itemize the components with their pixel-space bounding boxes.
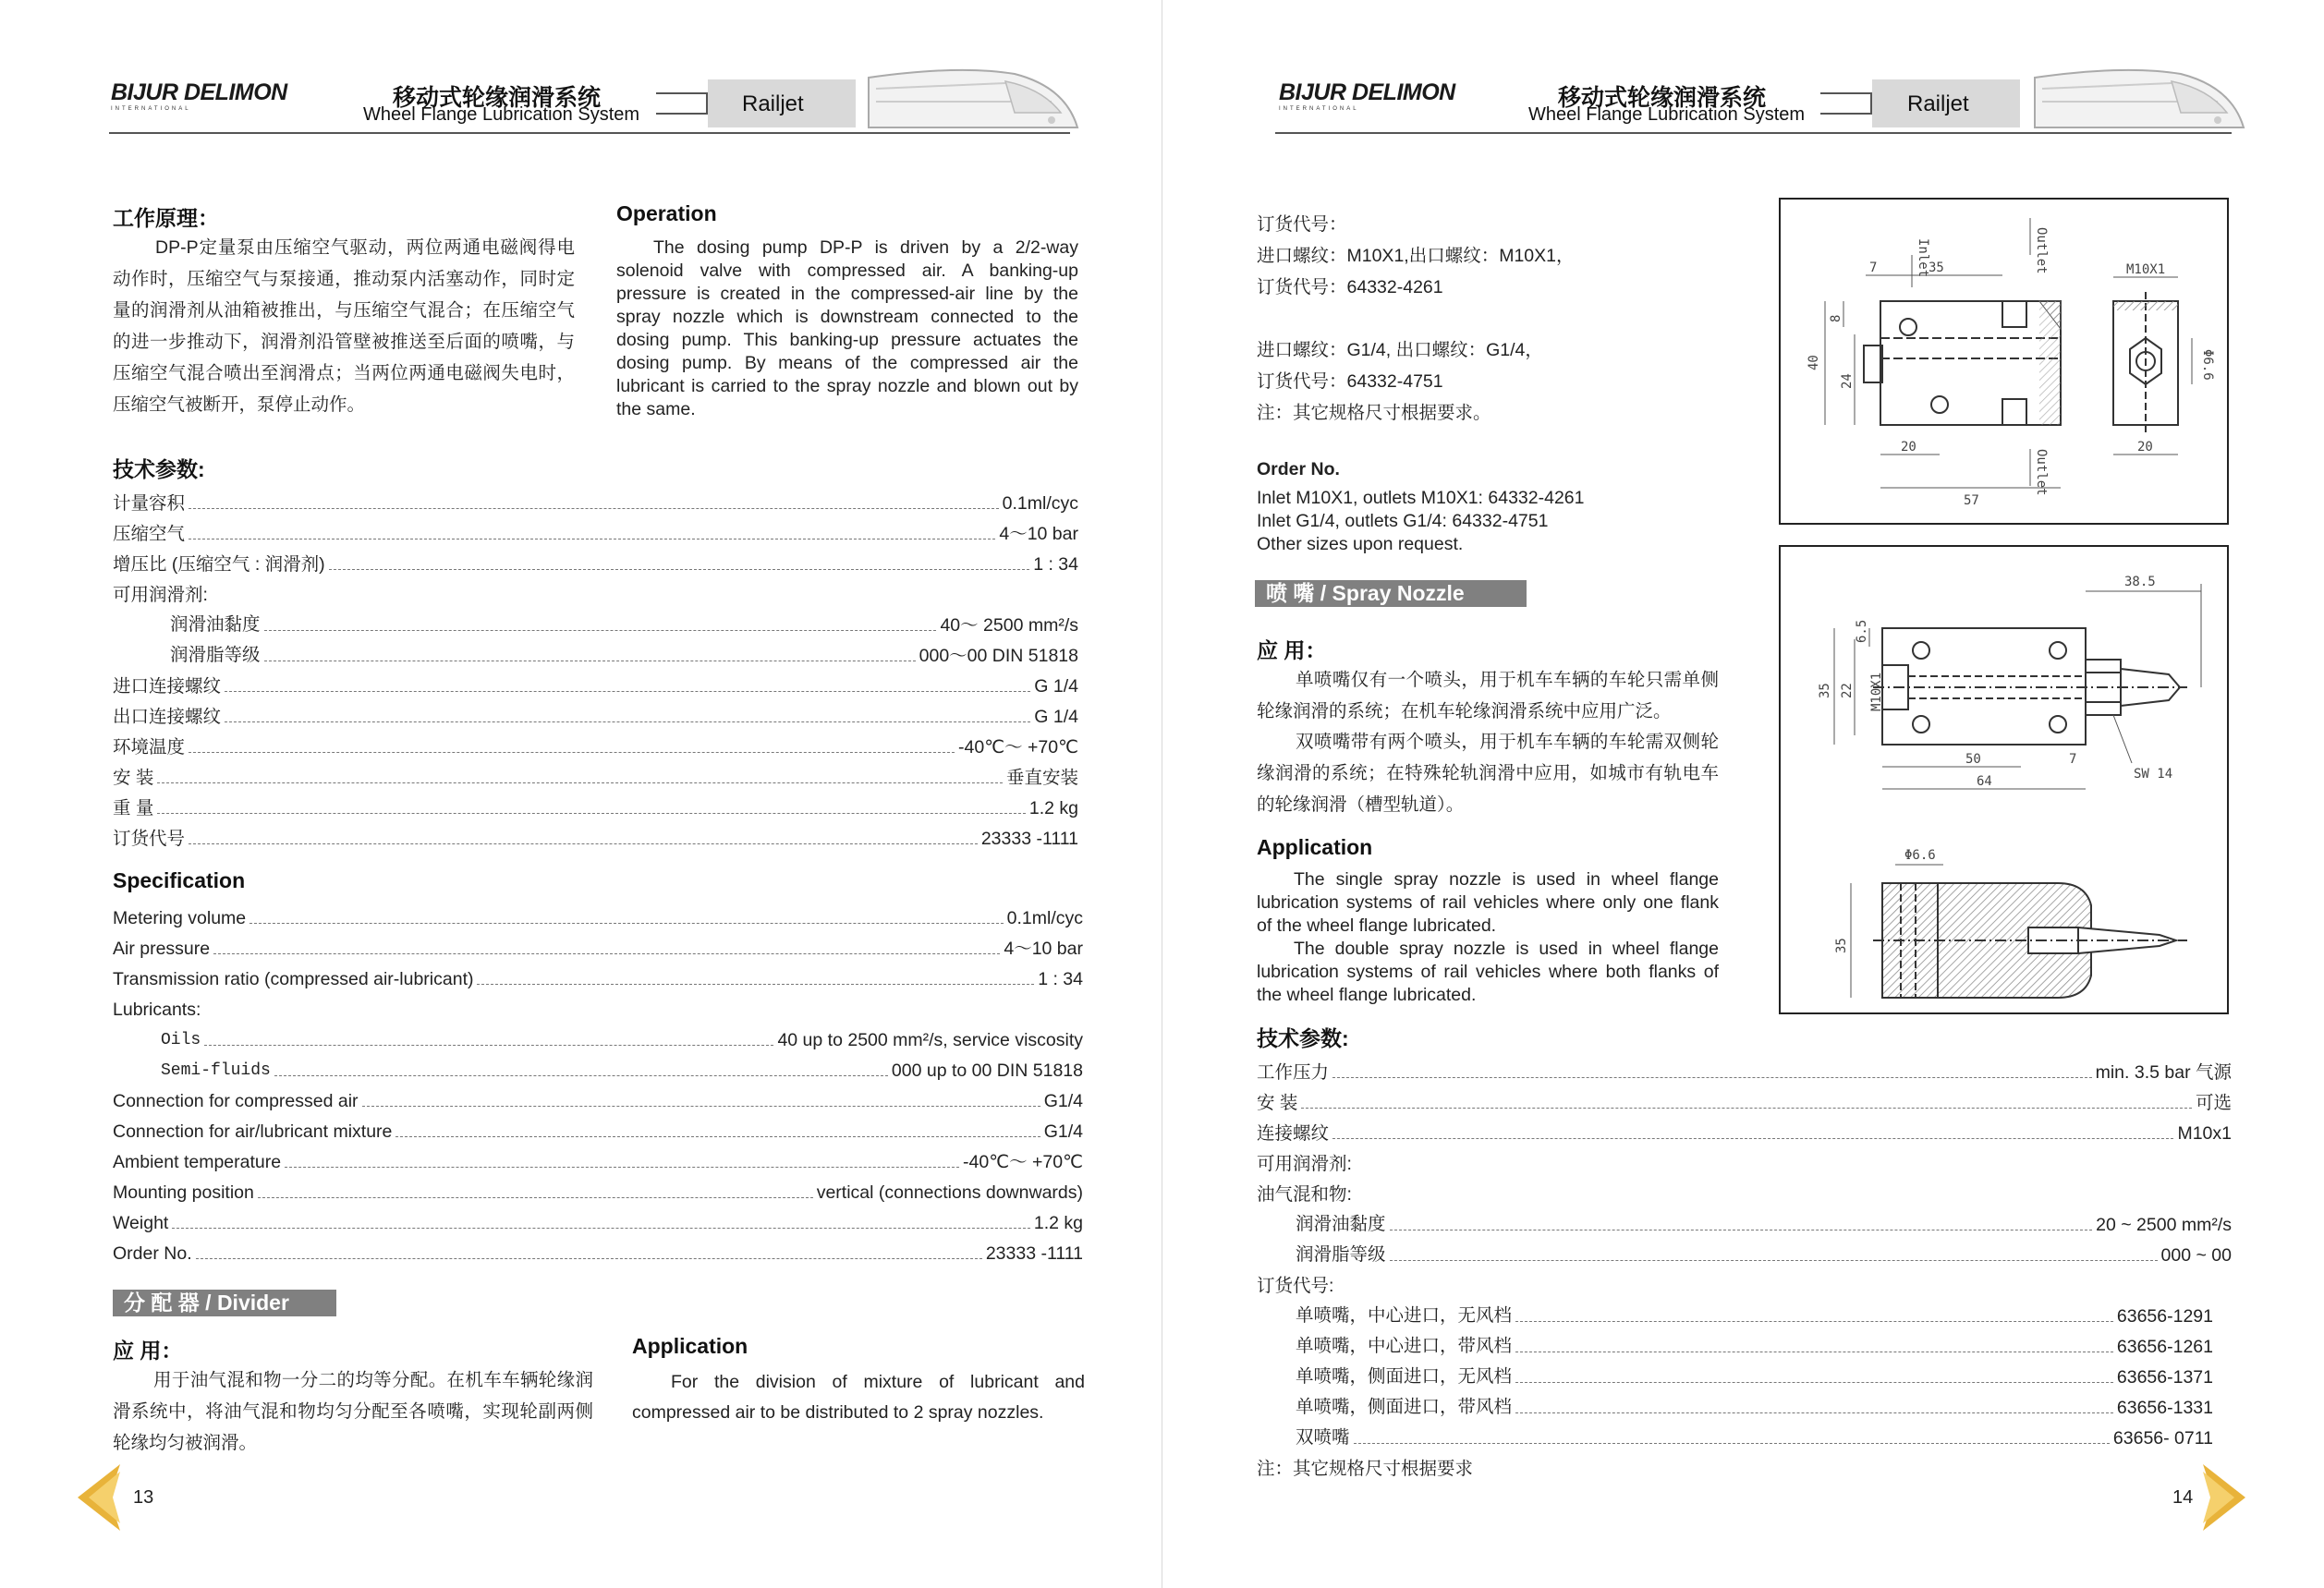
svg-text:Outlet: Outlet xyxy=(2034,227,2049,274)
spec-en-list xyxy=(113,899,1083,1265)
header-title-cn: 移动式轮缘润滑系统 xyxy=(393,85,602,111)
spec-row: 润滑油黏度 40～ 2500 mm²/s xyxy=(170,615,1078,636)
page-arrow-left-icon xyxy=(78,1464,120,1531)
spec-en-title: Specification xyxy=(113,868,246,892)
logo-subtext: INTERNATIONAL xyxy=(111,106,191,112)
spec-row: 订货代号 23333 -1111 xyxy=(113,829,1078,849)
header-rule xyxy=(1275,132,2232,134)
svg-text:8: 8 xyxy=(1829,314,1843,322)
header-bracket xyxy=(656,92,708,115)
divider-app-en-title: Application xyxy=(632,1334,748,1358)
order-en-block: Order No. Inlet M10X1, outlets M10X1: 64332-4261 Inlet G1/4, outlets G1/4: 64332-4751 Other sizes upon request. xyxy=(1257,459,1585,554)
header-product: Railjet xyxy=(742,91,804,116)
header-title-cn: 移动式轮缘润滑系统 xyxy=(1558,85,1767,111)
note-row: 注：其它规格尺寸根据要求 xyxy=(1257,1459,1474,1479)
header-logo xyxy=(111,79,287,112)
spec-cn-list xyxy=(113,484,1078,850)
svg-text:Outlet: Outlet xyxy=(2034,449,2049,496)
page-arrow-right-icon xyxy=(2203,1464,2245,1531)
train-graphic xyxy=(2033,61,2245,135)
divider-app-en-text: For the division of mixture of lubricant and compressed air to be distributed to 2 spray nozzles. xyxy=(632,1372,1085,1423)
spec-row: Semi-fluids 000 up to 00 DIN 51818 xyxy=(161,1061,1083,1081)
spec-row: 订货代号: xyxy=(1257,1276,1334,1296)
svg-text:7: 7 xyxy=(1869,261,1878,275)
logo-subtext: INTERNATIONAL xyxy=(1279,106,1359,112)
spec-row: Order No. 23333 -1111 xyxy=(113,1243,1083,1264)
order-row: 单喷嘴，侧面进口，带风档 63656-1331 xyxy=(1296,1398,2213,1418)
order-row: 单喷嘴，侧面进口，无风档 63656-1371 xyxy=(1296,1367,2213,1388)
spec-row: Metering volume 0.1ml/cyc xyxy=(113,908,1083,928)
spec-row: 进口连接螺纹 G 1/4 xyxy=(113,676,1078,697)
order-cn-block: 订货代号： 进口螺纹：M10X1,出口螺纹：M10X1， 订货代号：64332-4261 进口螺纹：G1/4, 出口螺纹：G1/4， 订货代号：64332-4751 注：其它规格尺寸根据要求。 xyxy=(1257,214,1575,423)
spec-row: Air pressure 4～10 bar xyxy=(113,939,1083,959)
header-rule xyxy=(109,132,1070,134)
svg-text:50: 50 xyxy=(1965,752,1981,767)
svg-text:35: 35 xyxy=(1929,261,1944,275)
nozzle-drawing xyxy=(1779,545,2229,1014)
page-number-right: 14 xyxy=(2172,1487,2194,1508)
operation-en-text: The dosing pump DP-P is driven by a 2/2-way solenoid valve with compressed air. A banking-up pressure is created in the compressed-air line by the spray nozzle which is downstream connected to the dosing pump. This banking-up pressure actuates the dosing pump. By means of the compressed air the lubricant is carried to the spray nozzle and blown out by the same. xyxy=(616,237,1078,419)
nozzle-app-en-text1: The single spray nozzle is used in wheel flange lubrication systems of rail vehicles where only one flank of the wheel flange lubricated. xyxy=(1257,869,1719,936)
spec-row: 工作压力 min. 3.5 bar 气源 xyxy=(1257,1062,2232,1083)
order-row: 单喷嘴，中心进口，带风档 63656-1261 xyxy=(1296,1337,2213,1357)
spec-row: Oils 40 up to 2500 mm²/s, service viscosity xyxy=(161,1030,1083,1050)
svg-text:40: 40 xyxy=(1807,355,1821,370)
header-logo xyxy=(1279,79,1455,112)
spec-row: 油气混和物: xyxy=(1257,1184,1352,1205)
nozzle-app-cn-text1: 单喷嘴仅有一个喷头，用于机车车辆的车轮只需单侧轮缘润滑的系统；在机车轮缘润滑系统中应用广泛。 xyxy=(1257,670,1719,721)
svg-text:38.5: 38.5 xyxy=(2124,575,2156,589)
svg-text:M10X1: M10X1 xyxy=(1869,672,1884,711)
operation-en-title: Operation xyxy=(616,201,717,225)
svg-text:35: 35 xyxy=(1818,683,1832,698)
svg-text:20: 20 xyxy=(1901,440,1916,455)
svg-text:Φ6.6: Φ6.6 xyxy=(2200,349,2215,381)
spec-row: 出口连接螺纹 G 1/4 xyxy=(113,707,1078,727)
divider-section-bar: 分 配 器 / Divider xyxy=(113,1290,336,1316)
svg-text:SW 14: SW 14 xyxy=(2134,767,2173,782)
divider-app-cn-text: 用于油气混和物一分二的均等分配。在机车车辆轮缘润滑系统中，将油气混和物均匀分配至各喷嘴，实现轮副两侧轮缘均匀被润滑。 xyxy=(113,1370,593,1453)
spec-row: Ambient temperature -40℃～ +70℃ xyxy=(113,1152,1083,1172)
spec-row: Lubricants: xyxy=(113,1000,201,1020)
nozzle-app-en-title: Application xyxy=(1257,835,1373,859)
spec-row: 增压比 (压缩空气 : 润滑剂) 1 : 34 xyxy=(113,554,1078,575)
spec-row: Weight 1.2 kg xyxy=(113,1213,1083,1233)
order-row: 双喷嘴 63656- 0711 xyxy=(1296,1428,2213,1449)
spray-nozzle-section-bar: 喷 嘴 / Spray Nozzle xyxy=(1255,580,1527,607)
header-bracket xyxy=(1820,92,1872,115)
logo-text: BIJUR DELIMON xyxy=(1279,79,1455,105)
divider-drawing xyxy=(1779,198,2229,525)
spec-row: 重 量 1.2 kg xyxy=(113,798,1078,818)
spec-row: 可用润滑剂: xyxy=(1257,1154,1352,1174)
page-number-left: 13 xyxy=(133,1487,154,1508)
spec-row: 可用润滑剂: xyxy=(113,585,208,605)
svg-text:Inlet: Inlet xyxy=(1916,238,1930,278)
spec-row: 连接螺纹 M10x1 xyxy=(1257,1123,2232,1144)
header-title-en: Wheel Flange Lubrication System xyxy=(1528,104,1806,125)
spec-row: Connection for compressed air G1/4 xyxy=(113,1091,1083,1111)
svg-text:Φ6.6: Φ6.6 xyxy=(1904,848,1936,863)
svg-text:6.5: 6.5 xyxy=(1855,619,1869,643)
nozzle-spec-title: 技术参数: xyxy=(1257,1026,1349,1050)
svg-text:M10X1: M10X1 xyxy=(2126,262,2166,277)
nozzle-spec-list xyxy=(1257,1053,2232,1480)
svg-text:64: 64 xyxy=(1977,774,1992,789)
spec-row: 润滑油黏度 20 ~ 2500 mm²/s xyxy=(1296,1215,2232,1235)
spec-row: 润滑脂等级 000～00 DIN 51818 xyxy=(170,646,1078,666)
svg-text:24: 24 xyxy=(1840,373,1855,389)
svg-text:20: 20 xyxy=(2137,440,2153,455)
spec-row: 润滑脂等级 000 ~ 00 xyxy=(1296,1245,2232,1266)
svg-text:35: 35 xyxy=(1834,938,1849,953)
spec-row: Mounting position vertical (connections downwards) xyxy=(113,1182,1083,1203)
spec-row: Transmission ratio (compressed air-lubricant) 1 : 34 xyxy=(113,969,1083,989)
header-product: Railjet xyxy=(1907,91,1969,116)
spec-row: 压缩空气 4～10 bar xyxy=(113,524,1078,544)
train-graphic xyxy=(867,61,1079,135)
nozzle-app-en-text2: The double spray nozzle is used in wheel flange lubrication systems of rail vehicles where both flanks of the wheel flange lubricated. xyxy=(1257,939,1719,1005)
svg-text:7: 7 xyxy=(2069,752,2077,767)
spec-row: 安 装 垂直安装 xyxy=(113,768,1078,788)
spec-row: 环境温度 -40℃～ +70℃ xyxy=(113,737,1078,758)
logo-text: BIJUR DELIMON xyxy=(111,79,287,105)
page-right xyxy=(1162,0,2324,1588)
operation-cn-text: DP-P定量泵由压缩空气驱动，两位两通电磁阀得电动作时，压缩空气与泵接通，推动泵内活塞动作，同时定量的润滑剂从油箱被推出，与压缩空气混合；在压缩空气的进一步推动下，润滑剂沿管壁被推送至后面的喷嘴，与压缩空气混合喷出至润滑点；当两位两通电磁阀失电时，压缩空气被断开，泵停止动作。 xyxy=(113,237,575,415)
nozzle-app-cn-title: 应 用： xyxy=(1257,638,1327,662)
header-title-en: Wheel Flange Lubrication System xyxy=(363,104,640,125)
order-row: 单喷嘴，中心进口，无风档 63656-1291 xyxy=(1296,1306,2213,1327)
nozzle-app-cn-text2: 双喷嘴带有两个喷头，用于机车车辆的车轮需双侧轮缘润滑的系统；在特殊轮轨润滑中应用，如城市有轨电车的轮缘润滑（槽型轨道）。 xyxy=(1257,732,1719,815)
spec-row: 计量容积 0.1ml/cyc xyxy=(113,493,1078,514)
spec-row: Connection for air/lubricant mixture G1/4 xyxy=(113,1121,1083,1142)
operation-cn-title: 工作原理： xyxy=(113,206,219,230)
svg-text:22: 22 xyxy=(1840,683,1855,698)
svg-text:57: 57 xyxy=(1964,493,1979,508)
spec-row: 安 装 可选 xyxy=(1257,1093,2232,1113)
divider-app-cn-title: 应 用： xyxy=(113,1339,183,1363)
spec-cn-title: 技术参数: xyxy=(113,457,205,481)
